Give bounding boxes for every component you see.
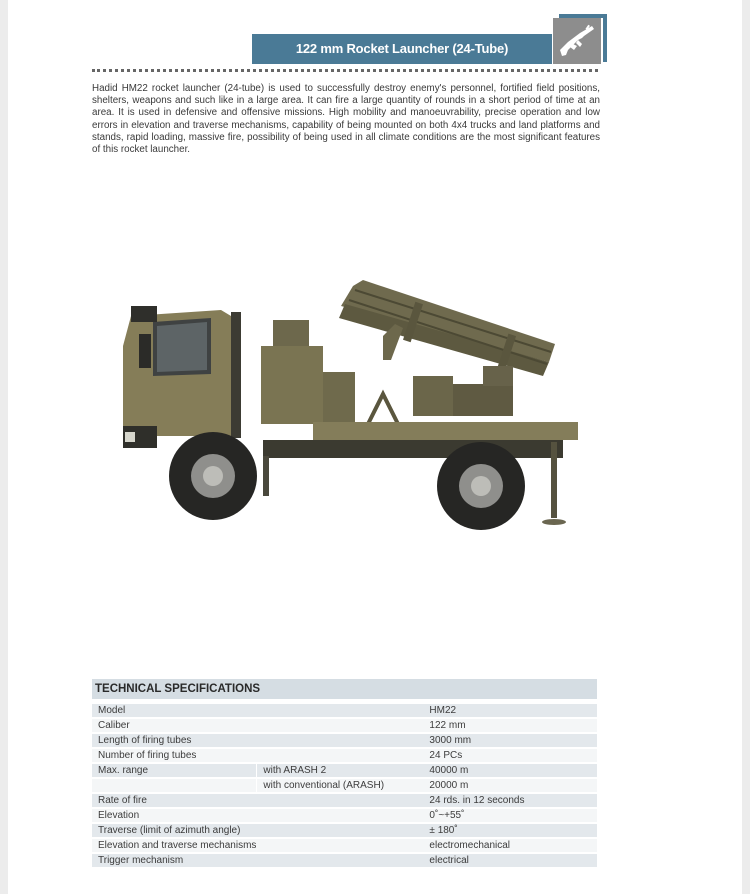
- rocket-launcher-truck-image: [113, 276, 583, 531]
- spec-sublabel: [256, 704, 423, 717]
- spec-sublabel: [256, 839, 423, 852]
- spec-label: Elevation: [92, 809, 256, 822]
- table-row: [92, 824, 597, 837]
- spec-value: electrical: [423, 854, 597, 867]
- spec-label: Traverse (limit of azimuth angle): [92, 824, 256, 837]
- stabilizer-pad: [542, 519, 566, 525]
- spec-label: [92, 779, 256, 792]
- table-row: [92, 809, 597, 822]
- spec-sublabel: [256, 719, 423, 732]
- side-box: [323, 372, 355, 422]
- chassis: [263, 440, 563, 458]
- platform-deck: [313, 422, 578, 440]
- spec-value: HM22: [423, 704, 597, 717]
- spec-value: 122 mm: [423, 719, 597, 732]
- dotted-divider: [92, 69, 598, 72]
- spec-sublabel: [256, 854, 423, 867]
- truck-cab: [123, 306, 241, 448]
- front-wheel: [169, 432, 257, 520]
- rear-wheel: [437, 442, 525, 530]
- spec-value: 24 PCs: [423, 749, 597, 762]
- spec-value: 3000 mm: [423, 734, 597, 747]
- spec-table: [92, 702, 597, 869]
- table-row: [92, 854, 597, 867]
- spec-label: Elevation and traverse mechanisms: [92, 839, 256, 852]
- spec-sublabel: with conventional (ARASH): [256, 779, 423, 792]
- spec-value: 20000 m: [423, 779, 597, 792]
- spec-value: electromechanical: [423, 839, 597, 852]
- table-row: [92, 794, 597, 807]
- spec-sublabel: [256, 824, 423, 837]
- table-row: [92, 704, 597, 717]
- spec-sublabel: [256, 794, 423, 807]
- stabilizer-leg: [263, 456, 269, 496]
- spec-value: ± 180˚: [423, 824, 597, 837]
- table-row: [92, 719, 597, 732]
- spec-value: 0˚~+55˚: [423, 809, 597, 822]
- spec-label: Max. range: [92, 764, 256, 777]
- logo: [553, 18, 601, 64]
- rocket-pod: [339, 280, 555, 376]
- spec-sublabel: [256, 734, 423, 747]
- intro-paragraph: Hadid HM22 rocket launcher (24-tube) is used to successfully destroy enemy's personnel, fortified field positions, shelters, weapons and such like in a large area. It can fire a large quantity of rounds in a short period of time at an area. It is used in defensive and offensive missions. High mobility and manoeuvrability, precise operation and low errors in elevation and traverse mechanisms, capability of being mounted on both 4x4 trucks and land platforms and stands, rapid loading, massive fire, possibility of being used in all climate conditions are the most significant features of this rocket launcher.: [92, 83, 600, 156]
- spec-label: Length of firing tubes: [92, 734, 256, 747]
- spec-table-heading: TECHNICAL SPECIFICATIONS: [92, 679, 597, 699]
- table-row: [92, 764, 597, 777]
- spec-sublabel: [256, 809, 423, 822]
- spec-sublabel: [256, 749, 423, 762]
- page-title: 122 mm Rocket Launcher (24-Tube): [252, 34, 552, 64]
- table-row: [92, 779, 597, 792]
- stabilizer-leg: [551, 442, 557, 518]
- spec-value: 40000 m: [423, 764, 597, 777]
- table-row: [92, 749, 597, 762]
- table-row: [92, 734, 597, 747]
- rifle-icon: [558, 24, 596, 58]
- spec-label: Trigger mechanism: [92, 854, 256, 867]
- launcher-turret: [368, 366, 513, 424]
- spec-label: Model: [92, 704, 256, 717]
- spec-sublabel: with ARASH 2: [256, 764, 423, 777]
- spec-label: Caliber: [92, 719, 256, 732]
- equipment-box: [261, 346, 323, 424]
- spec-label: Number of firing tubes: [92, 749, 256, 762]
- table-row: [92, 839, 597, 852]
- equipment-box-top: [273, 320, 309, 346]
- document-page: [8, 0, 742, 894]
- spec-value: 24 rds. in 12 seconds: [423, 794, 597, 807]
- spec-label: Rate of fire: [92, 794, 256, 807]
